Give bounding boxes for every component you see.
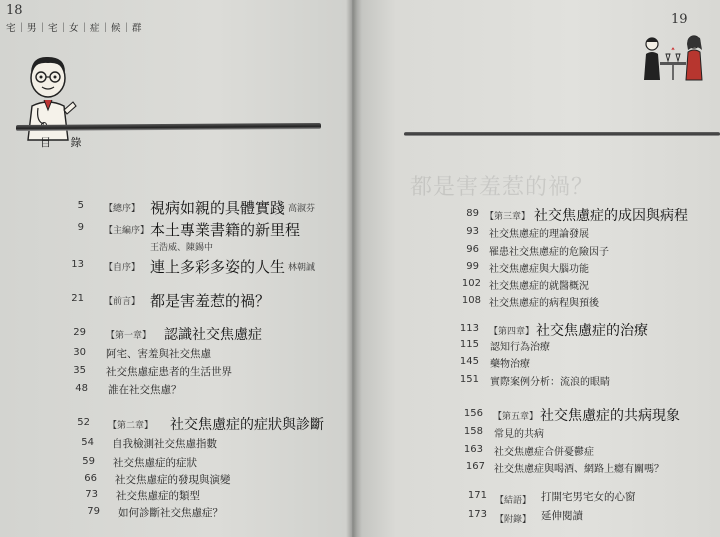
toc-page-number: 102 [461,278,481,289]
toc-page-number: 171 [467,490,487,501]
toc-front-title[interactable]: 延伸閱讀 [541,510,583,522]
toc-entry-tag: 【第一章】 [106,331,152,341]
toc-page-number: 52 [77,417,90,428]
toc-front-title[interactable]: 視病如親的具體實踐 [150,199,286,217]
toc-page-number: 48 [75,383,88,394]
toc-chapter-title[interactable]: 社交焦慮症的成因與病程 [534,208,688,224]
toc-chapter-title[interactable]: 社交焦慮症的治療 [536,323,648,339]
toc-section-title[interactable]: 罹患社交焦慮症的危險因子 [489,247,609,258]
toc-section-title[interactable]: 社交焦慮症的就醫概況 [489,281,589,292]
toc-section-title[interactable]: 社交焦慮症患者的生活世界 [106,366,232,378]
toc-page-number: 167 [465,461,485,472]
toc-entry-tag: 【結語】 [495,496,532,506]
toc-section-title[interactable]: 如何診斷社交焦慮症？ [118,507,223,519]
toc-page-number: 163 [463,444,483,455]
toc-page-number: 13 [71,259,84,270]
toc-page-number: 79 [87,506,100,517]
toc-page-number: 30 [73,347,86,358]
toc-entry-tag: 【第三章】 [485,212,531,222]
toc-chapter-title[interactable]: 社交焦慮症的症狀與診斷 [170,417,324,433]
dining-couple-illustration-icon [640,30,708,82]
toc-page-number: 108 [461,295,481,306]
toc-section-title[interactable]: 實際案例分析：流浪的眼睛 [490,377,610,388]
toc-page-number: 158 [463,426,483,437]
book-gutter [346,0,362,537]
toc-section-title[interactable]: 誰在社交焦慮？ [108,384,182,396]
toc-page-number: 115 [459,339,479,350]
toc-section-title[interactable]: 社交焦慮症與大腦功能 [489,264,589,275]
toc-entry-tag: 【第二章】 [108,421,154,431]
toc-section-title[interactable]: 社交焦慮症的症狀 [113,457,197,469]
toc-entry-tag: 【附錄】 [495,515,532,525]
toc-page-number: 96 [466,244,479,255]
toc-page-number: 173 [467,509,487,520]
toc-entry-tag: 【第五章】 [493,412,539,422]
toc-page-number: 59 [82,456,95,467]
toc-page-number: 73 [85,489,98,500]
toc-chapter-title[interactable]: 認識社交焦慮症 [164,327,262,343]
toc-page-number: 93 [466,226,479,237]
left-page [0,0,358,537]
toc-front-title[interactable]: 連上多彩多姿的人生 [150,258,286,276]
toc-page-number: 29 [73,327,86,338]
toc-section-title[interactable]: 社交焦慮症的發現與演變 [115,474,231,486]
right-header-rule [404,132,720,136]
toc-section-title[interactable]: 常見的共病 [494,429,544,440]
toc-section-title[interactable]: 阿宅、害羞與社交焦慮 [106,348,211,360]
left-page-number: 18 [6,3,23,18]
toc-section-title[interactable]: 社交焦慮症的類型 [116,490,200,502]
toc-page-number: 66 [84,473,97,484]
toc-entry-tag: 【總序】 [104,204,141,214]
toc-section-title[interactable]: 社交焦慮症與喝酒、網路上癮有關嗎？ [494,464,664,475]
toc-page-number: 89 [466,208,479,219]
toc-section-title[interactable]: 認知行為治療 [490,342,550,353]
toc-entry-tag: 【第四章】 [489,327,535,337]
right-page [352,0,720,537]
toc-section-title[interactable]: 自我檢測社交焦慮指數 [112,438,217,450]
left-header-rule [16,123,321,131]
toc-page-number: 151 [459,374,479,385]
toc-front-title[interactable]: 打開宅男宅女的心窗 [541,491,636,503]
toc-author: 高淑芬 [288,204,316,214]
toc-section-title[interactable]: 社交焦慮症的理論發展 [489,229,589,240]
series-title: 宅｜男｜宅｜女｜症｜候｜群 [6,23,143,34]
toc-page-number: 145 [459,356,479,367]
toc-page-number: 5 [77,200,84,211]
toc-front-title[interactable]: 都是害羞惹的禍？ [150,292,271,310]
toc-author: 王浩威、陳錫中 [150,243,214,253]
toc-page-number: 35 [73,365,86,376]
toc-entry-tag: 【前言】 [104,297,141,307]
toc-section-title[interactable]: 社交焦慮症的病程與預後 [489,298,599,309]
toc-page-number: 99 [466,261,479,272]
toc-front-title[interactable]: 本土專業書籍的新里程 [150,221,301,239]
toc-author: 林朝誠 [288,263,316,273]
toc-chapter-title[interactable]: 社交焦慮症的共病現象 [540,408,680,424]
show-through-text: 都是害羞惹的禍？ [410,175,595,200]
toc-section-title[interactable]: 藥物治療 [490,359,530,370]
toc-heading: 目 錄 [40,136,90,149]
toc-page-number: 156 [463,408,483,419]
right-page-number: 19 [671,12,688,27]
toc-entry-tag: 【主編序】 [104,226,150,236]
toc-page-number: 21 [71,293,84,304]
toc-entry-tag: 【自序】 [104,263,141,273]
toc-section-title[interactable]: 社交焦慮症合併憂鬱症 [494,447,594,458]
toc-page-number: 9 [77,222,84,233]
toc-page-number: 113 [459,323,479,334]
toc-page-number: 54 [81,437,94,448]
